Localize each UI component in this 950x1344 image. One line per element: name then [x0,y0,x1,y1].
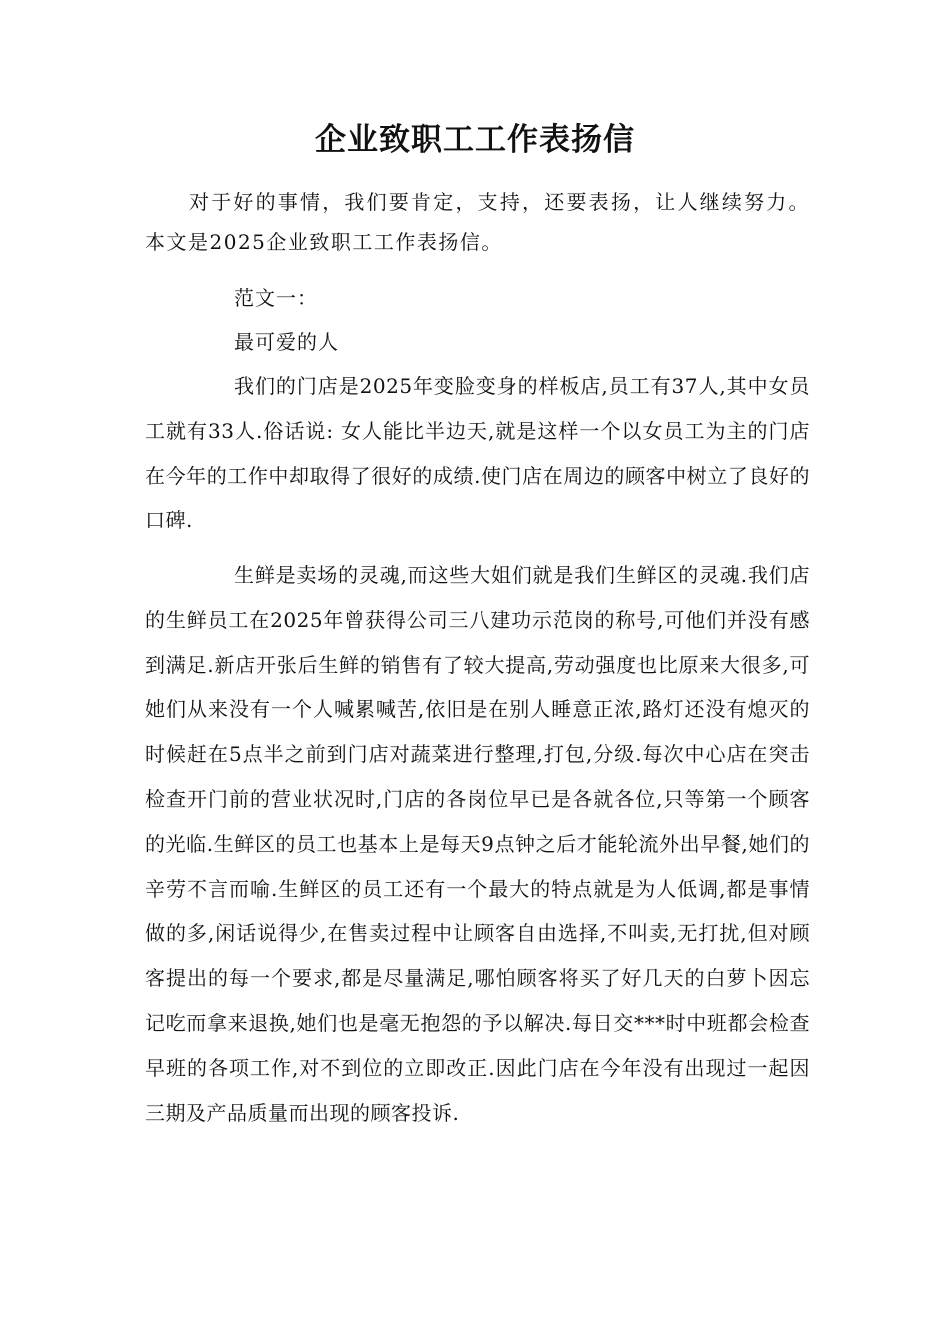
body-paragraph-2: 生鲜是卖场的灵魂,而这些大姐们就是我们生鲜区的灵魂.我们店的生鲜员工在2025年曾获得公司三八建功示范岗的称号,可他们并没有感到满足.新店开张后生鲜的销售有了较大提高,劳动强度也比原来大很多,可她们从来没有一个人喊累喊苦,依旧是在别人睡意正浓,路灯还没有熄灭的时候赶在5点半之前到门店对蔬菜进行整理,打包,分级.每次中心店在突击检查开门前的营业状况时,门店的各岗位早已是各就各位,只等第一个顾客的光临.生鲜区的员工也基本上是每天9点钟之后才能轮流外出早餐,她们的辛劳不言而喻.生鲜区的员工还有一个最大的特点就是为人低调,都是事情做的多,闲话说得少,在售卖过程中让顾客自由选择,不叫卖,无打扰,但对顾客提出的每一个要求,都是尽量满足,哪怕顾客将买了好几天的白萝卜因忘记吃而拿来退换,她们也是毫无抱怨的予以解决.每日交***时中班都会检查早班的各项工作,对不到位的立即改正.因此门店在今年没有出现过一起因三期及产品质量而出现的顾客投诉. [145,563,810,1125]
body-paragraph-1: 我们的门店是2025年变脸变身的样板店,员工有37人,其中女员工就有33人.俗话说: 女人能比半边天,就是这样一个以女员工为主的门店在今年的工作中却取得了很好的成绩.使门店在周边的顾客中树立了良好的口碑. [145,374,810,533]
document-title: 企业致职工工作表扬信 [315,122,635,158]
section-label: 范文一： [234,286,318,310]
intro-paragraph: 对于好的事情，我们要肯定，支持，还要表扬，让人继续努力。本文是2025企业致职工工作表扬信。 [145,190,810,254]
section-heading: 最可爱的人 [234,330,339,354]
